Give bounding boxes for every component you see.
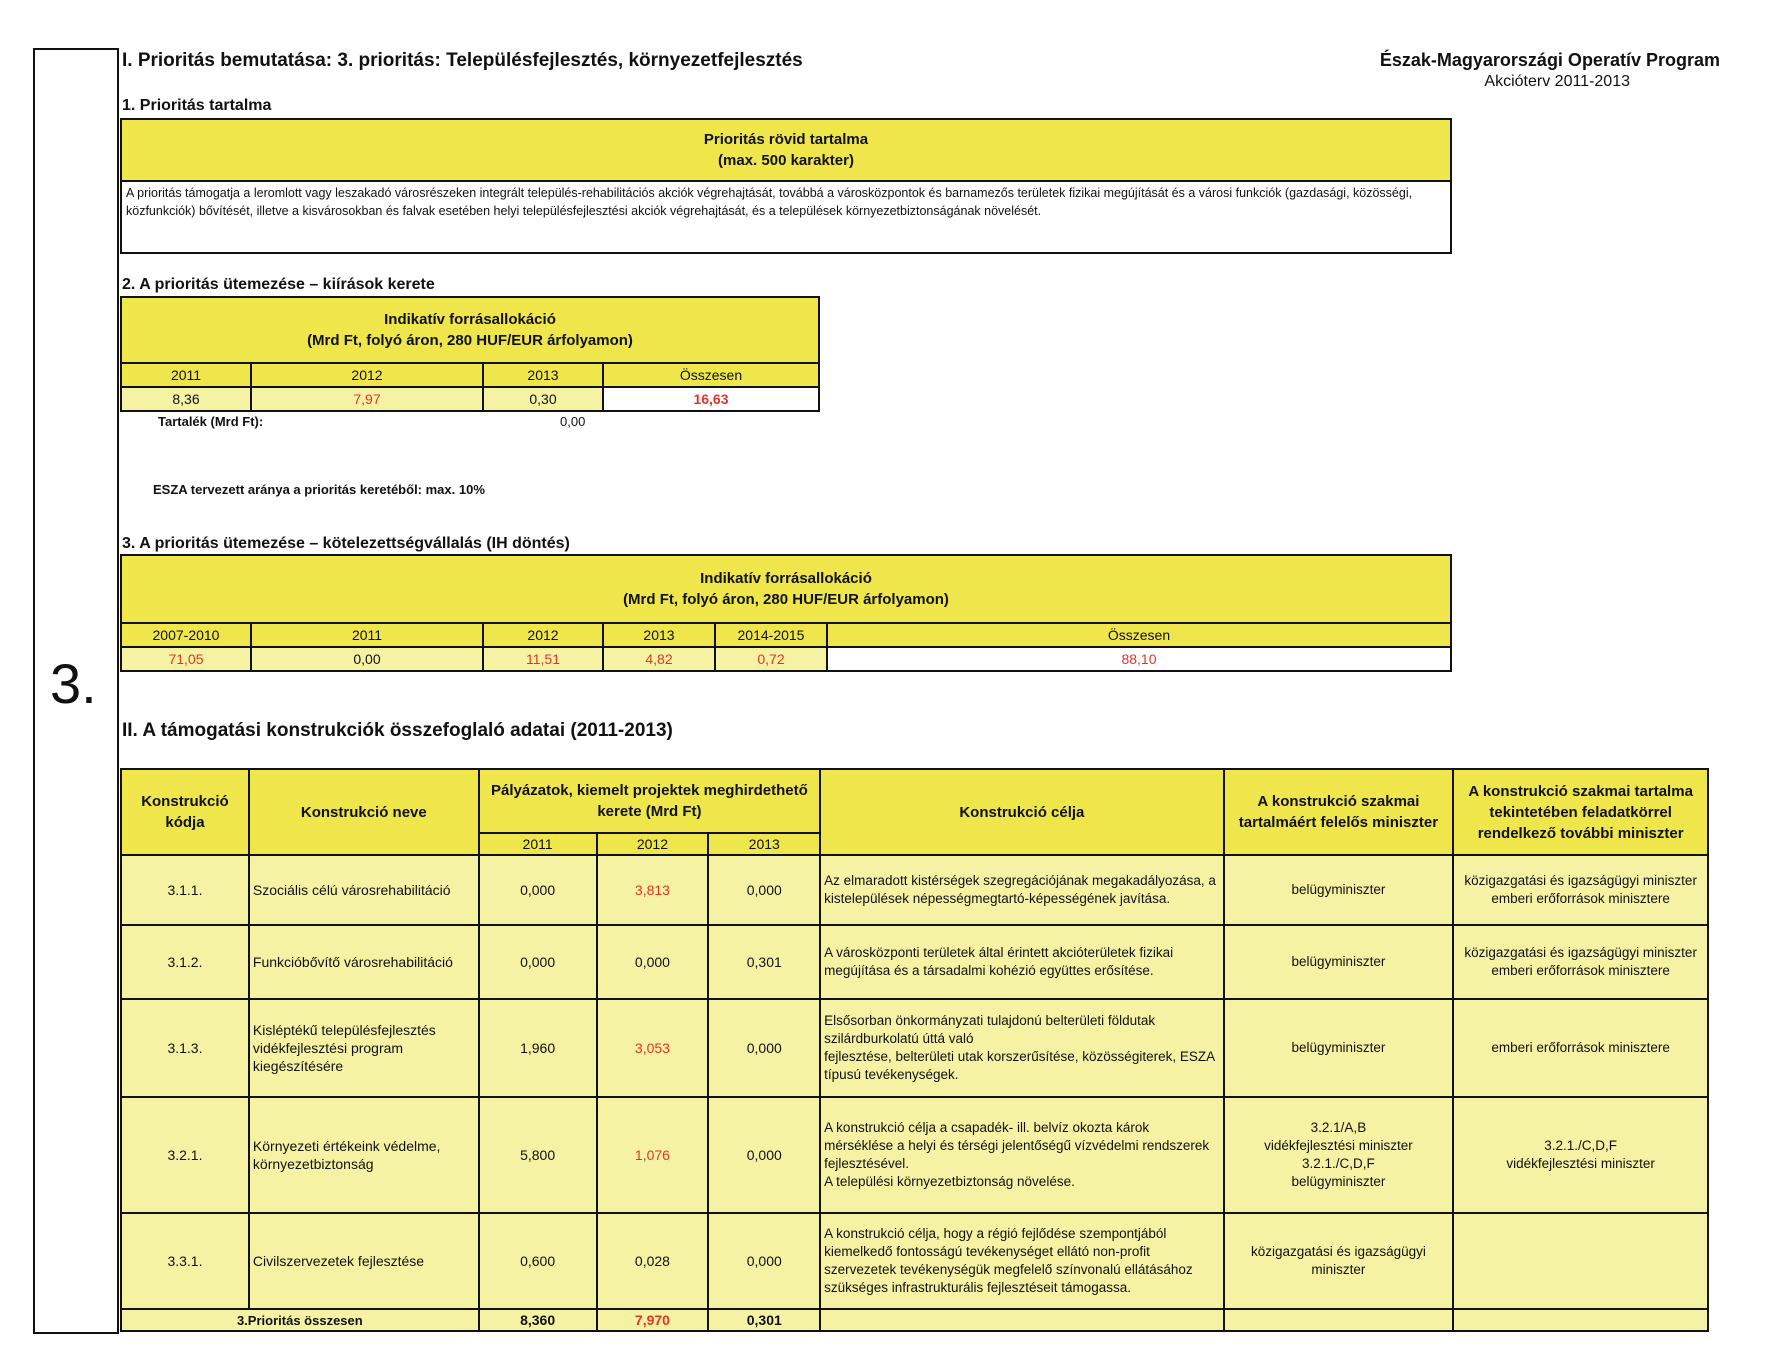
budget-2011: 1,960 <box>479 999 597 1097</box>
construction-name: Kisléptékű településfejlesztés vidékfejlesztési program kiegészítésére <box>249 999 479 1097</box>
year-header: 2007-2010 <box>121 623 251 647</box>
year-header: 2012 <box>483 623 603 647</box>
priority-content-text: A prioritás támogatja a leromlott vagy leszakadó városrészeken integrált település-rehabilitációs akciók végrehajtását, továbbá a városközpontok és barnamezős területek fizikai megújítását és a városi funkciók (gazdasági, közösségi, közfunkciók) bővítését, illetve a kisvárosokban és falvak esetében helyi településfejlesztési akciók végrehajtását, és a települések környezetbiztonságának növelését. <box>121 181 1451 253</box>
construction-code: 3.1.2. <box>121 925 249 999</box>
schedule-commitments-title: 3. A prioritás ütemezése – kötelezettségvállalás (IH döntés) <box>122 535 570 552</box>
table-row <box>121 1213 1708 1309</box>
total-header: Összesen <box>603 363 819 387</box>
construction-code: 3.1.3. <box>121 999 249 1097</box>
total-header: Összesen <box>827 623 1451 647</box>
year-value: 8,36 <box>121 387 251 411</box>
year-header: 2011 <box>121 363 251 387</box>
budget-2011: 5,800 <box>479 1097 597 1213</box>
construction-name: Civilszervezetek fejlesztése <box>249 1213 479 1309</box>
budget-2012: 0,028 <box>597 1213 709 1309</box>
construction-name: Környezeti értékeink védelme, környezetbiztonság <box>249 1097 479 1213</box>
construction-code: 3.2.1. <box>121 1097 249 1213</box>
budget-2011: 0,600 <box>479 1213 597 1309</box>
header-line: Indikatív forrásallokáció <box>384 311 556 328</box>
header-line: Prioritás rövid tartalma <box>703 131 869 148</box>
total-row <box>121 1309 1708 1331</box>
construction-goal: Elsősorban önkormányzati tulajdonú belterületi földutak szilárdburkolatú úttá való fejlesztése, belterületi utak korszerűsítése, közösségiterek, ESZA típusú tevékenységek. <box>820 999 1223 1097</box>
budget-2012: 3,813 <box>597 855 709 925</box>
year-value: 0,30 <box>483 387 603 411</box>
table-row <box>121 1097 1708 1213</box>
header-line: (max. 500 karakter) <box>718 152 854 169</box>
construction-goal: A városközponti területek által érintett akcióterületek fizikai megújítása és a társadalmi kohézió együttes erősítése. <box>820 925 1223 999</box>
other-minister: emberi erőforrások minisztere <box>1453 999 1708 1097</box>
total-label: 3.Prioritás összesen <box>121 1309 479 1331</box>
year-header: 2013 <box>708 833 820 855</box>
year-header: 2011 <box>251 623 483 647</box>
construction-goal: Az elmaradott kistérségek szegregációjának megakadályozása, a kistelepülések népességmegtartó-képességének javítása. <box>820 855 1223 925</box>
other-minister: közigazgatási és igazságügyi miniszter emberi erőforrások minisztere <box>1453 925 1708 999</box>
divider <box>117 48 119 1334</box>
budget-2012: 0,000 <box>597 925 709 999</box>
budget-2013: 0,000 <box>708 999 820 1097</box>
reserve-value: 0,00 <box>560 414 586 429</box>
empty-cell <box>820 1309 1223 1331</box>
col-other-minister-header: A konstrukció szakmai tartalma tekintetében feladatkörrel rendelkező további miniszter <box>1453 769 1708 855</box>
construction-code: 3.1.1. <box>121 855 249 925</box>
table-row <box>121 925 1708 999</box>
budget-2013: 0,000 <box>708 1097 820 1213</box>
section-number: 3. <box>50 652 97 715</box>
header-line: (Mrd Ft, folyó áron, 280 HUF/EUR árfolyamon) <box>623 591 949 608</box>
schedule-calls-table <box>120 296 820 412</box>
col-code-header: Konstrukció kódja <box>121 769 249 855</box>
col-name-header: Konstrukció neve <box>249 769 479 855</box>
year-value: 71,05 <box>121 647 251 671</box>
construction-name: Szociális célú városrehabilitáció <box>249 855 479 925</box>
budget-2011: 0,000 <box>479 855 597 925</box>
program-name: Észak-Magyarországi Operatív Program <box>1379 50 1720 70</box>
empty-cell <box>1453 1309 1708 1331</box>
header-line: (Mrd Ft, folyó áron, 280 HUF/EUR árfolyamon) <box>307 332 633 349</box>
budget-2011: 0,000 <box>479 925 597 999</box>
schedule-commitments-table <box>120 554 1452 672</box>
year-header: 2013 <box>483 363 603 387</box>
construction-code: 3.3.1. <box>121 1213 249 1309</box>
total-2011: 8,360 <box>479 1309 597 1331</box>
construction-goal: A konstrukció célja, hogy a régió fejlődése szempontjából kiemelkedő fontosságú tevékenységet ellátó non-profit szervezetek tevékenységük megfelelő színvonalú ellátásához szükséges infrastrukturális fejlesztéseit támogassa. <box>820 1213 1223 1309</box>
year-value: 4,82 <box>603 647 715 671</box>
responsible-minister: belügyminiszter <box>1224 925 1454 999</box>
budget-2012: 3,053 <box>597 999 709 1097</box>
responsible-minister: 3.2.1/A,B vidékfejlesztési miniszter 3.2.1./C,D,F belügyminiszter <box>1224 1097 1454 1213</box>
construction-goal: A konstrukció célja a csapadék- ill. belvíz okozta károk mérséklése a helyi és térségi jelentőségű vízvédelmi rendszerek fejlesztésével. A települési környezetbiztonság növelése. <box>820 1097 1223 1213</box>
year-value: 7,97 <box>251 387 483 411</box>
empty-cell <box>1224 1309 1454 1331</box>
total-2013: 0,301 <box>708 1309 820 1331</box>
constructions-table <box>120 768 1709 1332</box>
budget-2012: 1,076 <box>597 1097 709 1213</box>
page-title: I. Prioritás bemutatása: 3. prioritás: Településfejlesztés, környezetfejlesztés <box>122 50 803 71</box>
reserve-label: Tartalék (Mrd Ft): <box>158 414 264 429</box>
total-2012: 7,970 <box>597 1309 709 1331</box>
year-value: 0,00 <box>251 647 483 671</box>
content-section-title: 1. Prioritás tartalma <box>122 97 272 114</box>
year-header: 2012 <box>597 833 709 855</box>
table-row <box>121 855 1708 925</box>
year-header: 2011 <box>479 833 597 855</box>
total-value: 16,63 <box>603 387 819 411</box>
constructions-title: II. A támogatási konstrukciók összefoglaló adatai (2011-2013) <box>122 720 673 741</box>
other-minister: 3.2.1./C,D,F vidékfejlesztési miniszter <box>1453 1097 1708 1213</box>
construction-name: Funkcióbővítő városrehabilitáció <box>249 925 479 999</box>
other-minister <box>1453 1213 1708 1309</box>
total-value: 88,10 <box>827 647 1451 671</box>
priority-content-table <box>120 118 1452 254</box>
responsible-minister: belügyminiszter <box>1224 855 1454 925</box>
year-header: 2012 <box>251 363 483 387</box>
col-minister-header: A konstrukció szakmai tartalmáért felelős miniszter <box>1224 769 1454 855</box>
budget-2013: 0,000 <box>708 855 820 925</box>
responsible-minister: belügyminiszter <box>1224 999 1454 1097</box>
program-plan: Akcióterv 2011-2013 <box>1484 73 1630 90</box>
other-minister: közigazgatási és igazságügyi miniszter emberi erőforrások minisztere <box>1453 855 1708 925</box>
esza-ratio: ESZA tervezett aránya a prioritás keretéből: max. 10% <box>153 482 485 497</box>
priority-content-header <box>121 119 1451 181</box>
responsible-minister: közigazgatási és igazságügyi miniszter <box>1224 1213 1454 1309</box>
allocation-header <box>121 555 1451 623</box>
year-value: 11,51 <box>483 647 603 671</box>
schedule-calls-title: 2. A prioritás ütemezése – kiírások kerete <box>122 276 435 293</box>
allocation-header <box>121 297 819 363</box>
header-line: Indikatív forrásallokáció <box>700 570 872 587</box>
year-header: 2013 <box>603 623 715 647</box>
budget-2013: 0,000 <box>708 1213 820 1309</box>
col-goal-header: Konstrukció célja <box>820 769 1223 855</box>
col-budget-header: Pályázatok, kiemelt projektek meghirdethető kerete (Mrd Ft) <box>479 769 820 833</box>
year-value: 0,72 <box>715 647 827 671</box>
year-header: 2014-2015 <box>715 623 827 647</box>
budget-2013: 0,301 <box>708 925 820 999</box>
table-row <box>121 999 1708 1097</box>
